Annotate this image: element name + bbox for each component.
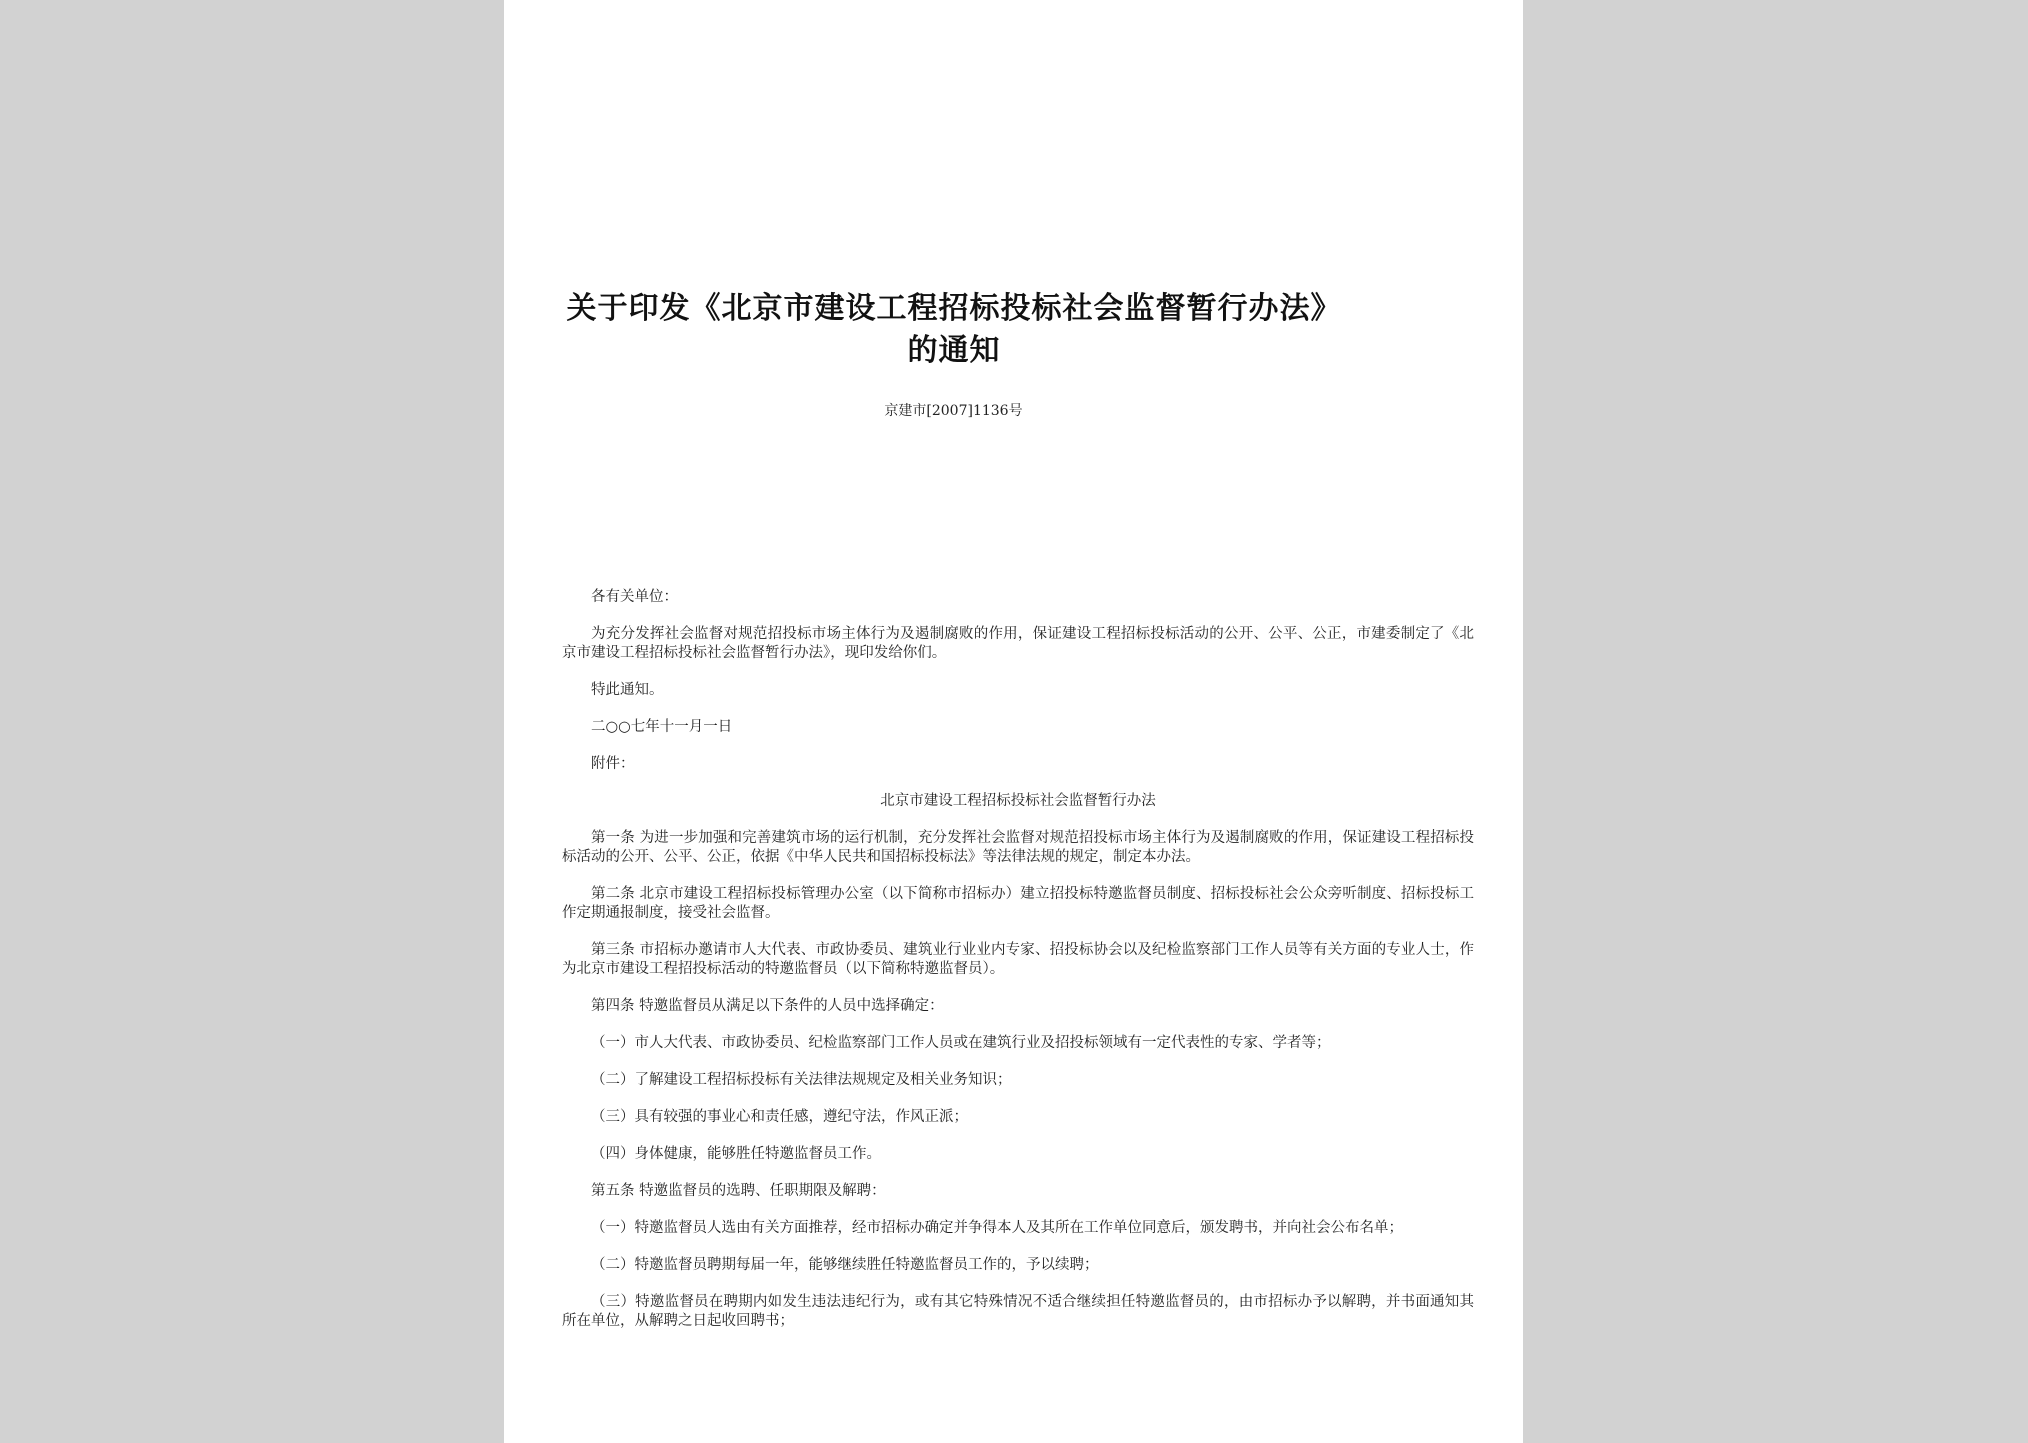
salutation: 各有关单位： bbox=[591, 589, 678, 605]
article-3: 第三条 市招标办邀请市人大代表、市政协委员、建筑业行业业内专家、招投标协会以及纪检监察部门工作人员等有关方面的专业人士，作为北京市建设工程招投标活动的特邀监督员（以下简称特邀监督员）。 bbox=[562, 942, 1474, 977]
article-2: 第二条 北京市建设工程招标投标管理办公室（以下简称市招标办）建立招投标特邀监督员制度、招标投标社会公众旁听制度、招标投标工作定期通报制度，接受社会监督。 bbox=[562, 886, 1474, 921]
document-date: 二○○七年十一月一日 bbox=[591, 719, 733, 735]
article-4-item-3: （三）具有较强的事业心和责任感，遵纪守法，作风正派； bbox=[591, 1109, 968, 1125]
article-4: 第四条 特邀监督员从满足以下条件的人员中选择确定： bbox=[591, 998, 944, 1014]
article-5-item-3: （三）特邀监督员在聘期内如发生违法违纪行为，或有其它特殊情况不适合继续担任特邀监督员的，由市招标办予以解聘，并书面通知其所在单位，从解聘之日起收回聘书； bbox=[562, 1294, 1474, 1329]
article-4-item-4: （四）身体健康，能够胜任特邀监督员工作。 bbox=[591, 1146, 881, 1162]
attachment-label: 附件： bbox=[591, 756, 635, 772]
article-4-item-1: （一）市人大代表、市政协委员、纪检监察部门工作人员或在建筑行业及招投标领域有一定代表性的专家、学者等； bbox=[591, 1035, 1331, 1051]
document-page bbox=[504, 0, 1523, 1443]
document-body bbox=[562, 588, 1474, 1349]
attachment-title: 北京市建设工程招标投标社会监督暂行办法 bbox=[880, 793, 1156, 809]
article-5: 第五条 特邀监督员的选聘、任职期限及解聘： bbox=[591, 1183, 886, 1199]
closing-line: 特此通知。 bbox=[591, 682, 664, 698]
document-title: 关于印发《北京市建设工程招标投标社会监督暂行办法》的通知 bbox=[566, 291, 1342, 368]
article-5-item-2: （二）特邀监督员聘期每届一年，能够继续胜任特邀监督员工作的，予以续聘； bbox=[591, 1257, 1099, 1273]
article-1: 第一条 为进一步加强和完善建筑市场的运行机制，充分发挥社会监督对规范招投标市场主体行为及遏制腐败的作用，保证建设工程招标投标活动的公开、公平、公正，依据《中华人民共和国招标投标法》等法律法规的规定，制定本办法。 bbox=[562, 830, 1474, 865]
article-5-item-1: （一）特邀监督员人选由有关方面推荐，经市招标办确定并争得本人及其所在工作单位同意后，颁发聘书，并向社会公布名单； bbox=[591, 1220, 1403, 1236]
document-number: 京建市[2007]1136号 bbox=[884, 403, 1023, 419]
article-4-item-2: （二）了解建设工程招标投标有关法律法规规定及相关业务知识； bbox=[591, 1072, 1012, 1088]
body-paragraph: 为充分发挥社会监督对规范招投标市场主体行为及遏制腐败的作用，保证建设工程招标投标活动的公开、公平、公正，市建委制定了《北京市建设工程招标投标社会监督暂行办法》，现印发给你们。 bbox=[562, 626, 1474, 661]
